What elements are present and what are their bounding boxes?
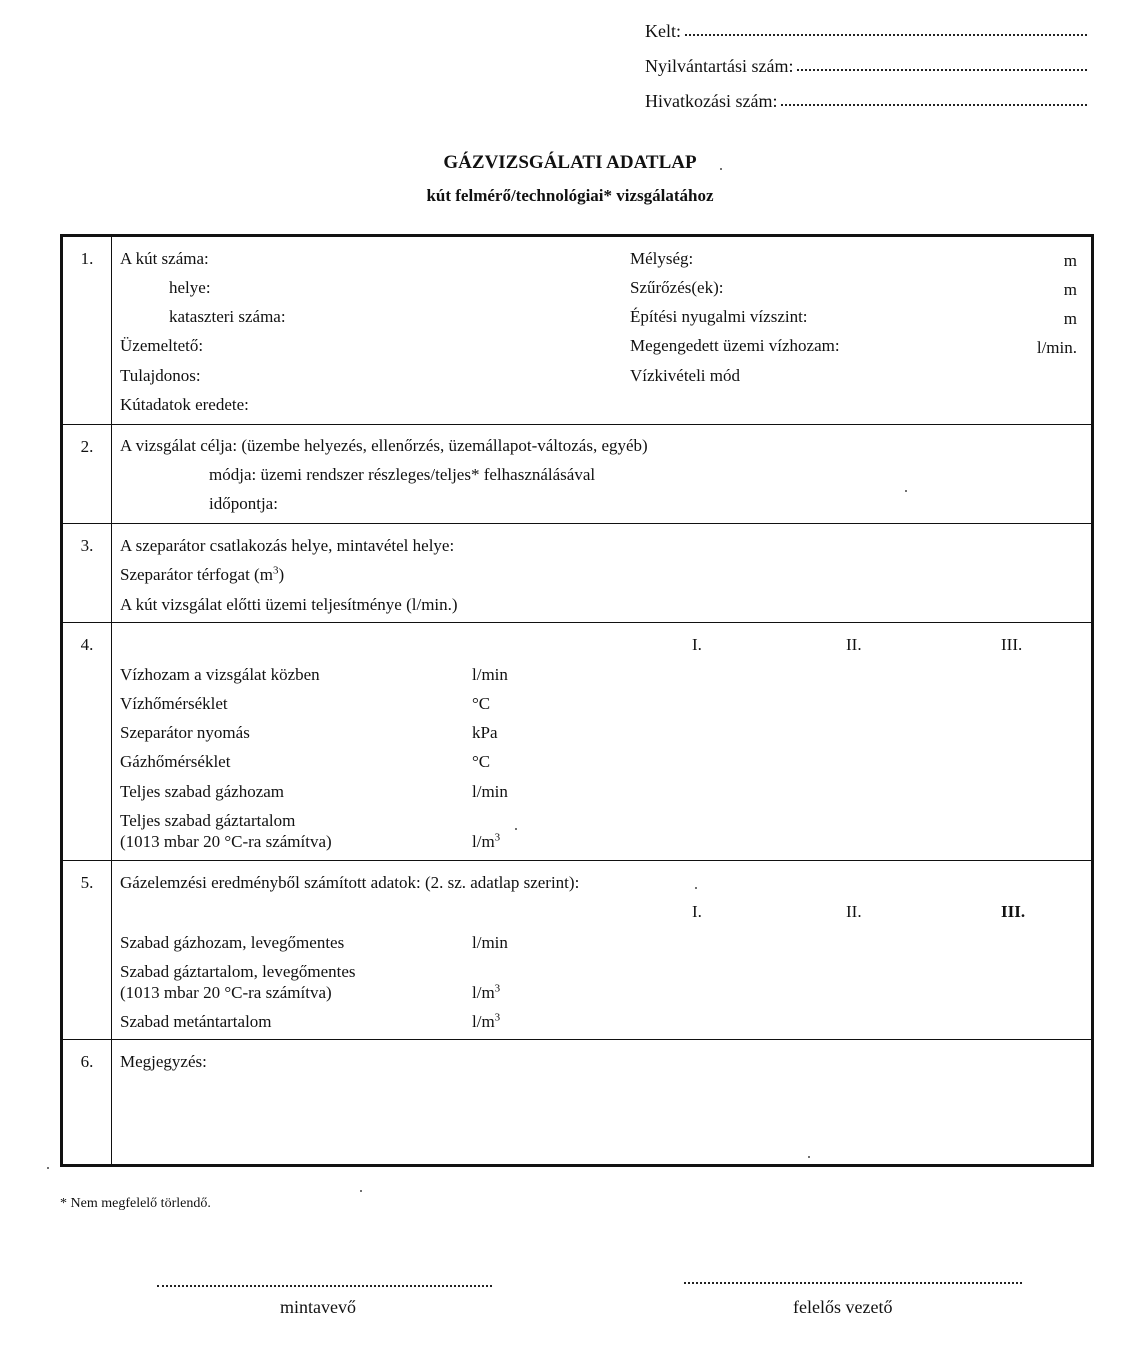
melyseg-unit: m — [1063, 251, 1077, 270]
vizhozam-label: Vízhozam a vizsgálat közben — [120, 665, 320, 684]
vizsgalat-idopontja: időpontja: — [209, 494, 278, 513]
szeparator-terfogat — [120, 565, 284, 585]
kut-teljesitmenye: A kút vizsgálat előtti üzemi teljesítménye (l/min.) — [120, 595, 458, 614]
section-4-number: 4. — [80, 635, 94, 654]
epitesi-nyugalmi-vizszint-label: Építési nyugalmi vízszint: — [630, 307, 808, 326]
teljes-szabad-gaztartalom-unit — [472, 832, 500, 852]
vizsgalat-modja: módja: üzemi rendszer részleges/teljes* felhasználásával — [209, 465, 596, 484]
kelt-dotted-line — [685, 34, 1087, 36]
s4-col-1-header: I. — [692, 635, 702, 654]
mintavevo-signature-line — [157, 1285, 492, 1287]
metantartalom-unit-text: l/m — [472, 1012, 495, 1031]
szabad-gaztartalom-unit — [472, 983, 500, 1003]
vizhomerseklet-unit: °C — [472, 694, 491, 713]
kut-szama-label: A kút száma: — [120, 249, 209, 268]
szurozes-unit: m — [1063, 280, 1077, 299]
gazhomerseklet-label: Gázhőmérséklet — [120, 752, 231, 771]
szeparator-csatlakozas: A szeparátor csatlakozás helye, mintavétel helye: — [120, 536, 455, 555]
vizhozam-unit: l/min. — [1036, 338, 1077, 357]
szabad-gaztartalom-unit-sup: 3 — [494, 982, 501, 995]
section-3-number: 3. — [80, 536, 94, 555]
nyilvantartasi-dotted-line — [797, 69, 1087, 71]
szeparator-nyomas-unit: kPa — [472, 723, 498, 742]
page-title: GÁZVIZSGÁLATI ADATLAP — [443, 152, 697, 173]
felelos-vezeto-signature-line — [684, 1282, 1022, 1284]
teljes-szabad-gaztartalom-note: (1013 mbar 20 °C-ra számítva) — [120, 832, 332, 851]
section-1 — [62, 236, 1093, 425]
section-5 — [62, 861, 1093, 1040]
s4-col-2-header: II. — [846, 635, 862, 654]
megjegyzes-label: Megjegyzés: — [120, 1052, 207, 1071]
felelos-vezeto-label: felelős vezető — [793, 1297, 893, 1317]
nyilvantartasi-label: Nyilvántartási szám: — [645, 56, 794, 76]
scan-speck — [905, 490, 907, 492]
hivatkozasi-dotted-line — [781, 104, 1087, 106]
szabad-gaztartalom-label: Szabad gáztartalom, levegőmentes — [120, 962, 356, 981]
section-2-number: 2. — [80, 437, 94, 456]
section-6-number: 6. — [80, 1052, 94, 1071]
kelt-label: Kelt: — [645, 21, 681, 41]
szabad-gaztartalom-note: (1013 mbar 20 °C-ra számítva) — [120, 983, 332, 1002]
szeparator-terfogat-text: Szeparátor térfogat (m — [120, 565, 273, 584]
scan-speck — [515, 828, 517, 830]
scan-speck — [720, 168, 722, 170]
section-4 — [62, 623, 1093, 861]
scan-speck — [360, 1190, 362, 1192]
szeparator-nyomas-label: Szeparátor nyomás — [120, 723, 250, 742]
metantartalom-unit-sup: 3 — [494, 1011, 501, 1024]
form-table — [60, 234, 1094, 1167]
vizhozam-unit-s4: l/min — [472, 665, 508, 684]
szabad-metantartalom-unit — [472, 1012, 500, 1032]
section-1-number: 1. — [80, 249, 94, 268]
nyilvantartasi-field — [645, 51, 1087, 77]
szabad-gazhozam-unit: l/min — [472, 933, 508, 952]
scan-speck — [808, 1156, 810, 1158]
melyseg-label: Mélység: — [630, 249, 694, 268]
tulajdonos-label: Tulajdonos: — [120, 366, 201, 385]
szeparator-terfogat-close: ) — [278, 565, 285, 584]
section-6 — [62, 1040, 1093, 1166]
hivatkozasi-label: Hivatkozási szám: — [645, 91, 778, 111]
vizszint-unit: m — [1063, 309, 1077, 328]
uzemelteto-label: Üzemeltető: — [120, 336, 204, 355]
szabad-gazhozam-label: Szabad gázhozam, levegőmentes — [120, 933, 345, 952]
szeparator-terfogat-sup: 3 — [272, 564, 279, 577]
gaztartalom-unit-sup: 3 — [494, 831, 501, 844]
helye-label: helye: — [169, 278, 211, 297]
hivatkozasi-field — [645, 86, 1087, 112]
mintavevo-label: mintavevő — [280, 1297, 356, 1317]
page-subtitle: kút felmérő/technológiai* vizsgálatához — [426, 186, 714, 205]
szurozes-label: Szűrőzés(ek): — [630, 278, 724, 297]
s4-col-3-header: III. — [1001, 635, 1023, 654]
kelt-field — [645, 16, 1087, 42]
section-5-number: 5. — [80, 873, 94, 892]
kataszteri-szama-label: kataszteri száma: — [169, 307, 286, 326]
section-3 — [62, 524, 1093, 623]
vizhomerseklet-label: Vízhőmérséklet — [120, 694, 228, 713]
kutadatok-eredete-label: Kútadatok eredete: — [120, 395, 249, 414]
footnote: * Nem megfelelő törlendő. — [60, 1196, 211, 1211]
s5-col-2-header: II. — [846, 902, 862, 921]
teljes-szabad-gazhozam-unit: l/min — [472, 782, 508, 801]
vizsgalat-celja: A vizsgálat célja: (üzembe helyezés, ellenőrzés, üzemállapot-változás, egyéb) — [120, 436, 648, 455]
s5-col-1-header: I. — [692, 902, 702, 921]
s5-col-3-header: III. — [1001, 902, 1026, 921]
szabad-gaztartalom-unit-text: l/m — [472, 983, 495, 1002]
teljes-szabad-gazhozam-label: Teljes szabad gázhozam — [120, 782, 285, 801]
gazhomerseklet-unit: °C — [472, 752, 491, 771]
scan-speck — [695, 887, 697, 889]
szabad-metantartalom-label: Szabad metántartalom — [120, 1012, 272, 1031]
section-2 — [62, 425, 1093, 524]
megengedett-uzemi-vizhozam-label: Megengedett üzemi vízhozam: — [630, 336, 840, 355]
vizkiveteli-mod-label: Vízkivételi mód — [630, 366, 741, 385]
gaztartalom-unit-text: l/m — [472, 832, 495, 851]
teljes-szabad-gaztartalom-label: Teljes szabad gáztartalom — [120, 811, 296, 830]
gazelemzesi-adatok-intro: Gázelemzési eredményből számított adatok: (2. sz. adatlap szerint): — [120, 873, 580, 892]
scan-speck — [47, 1167, 49, 1169]
